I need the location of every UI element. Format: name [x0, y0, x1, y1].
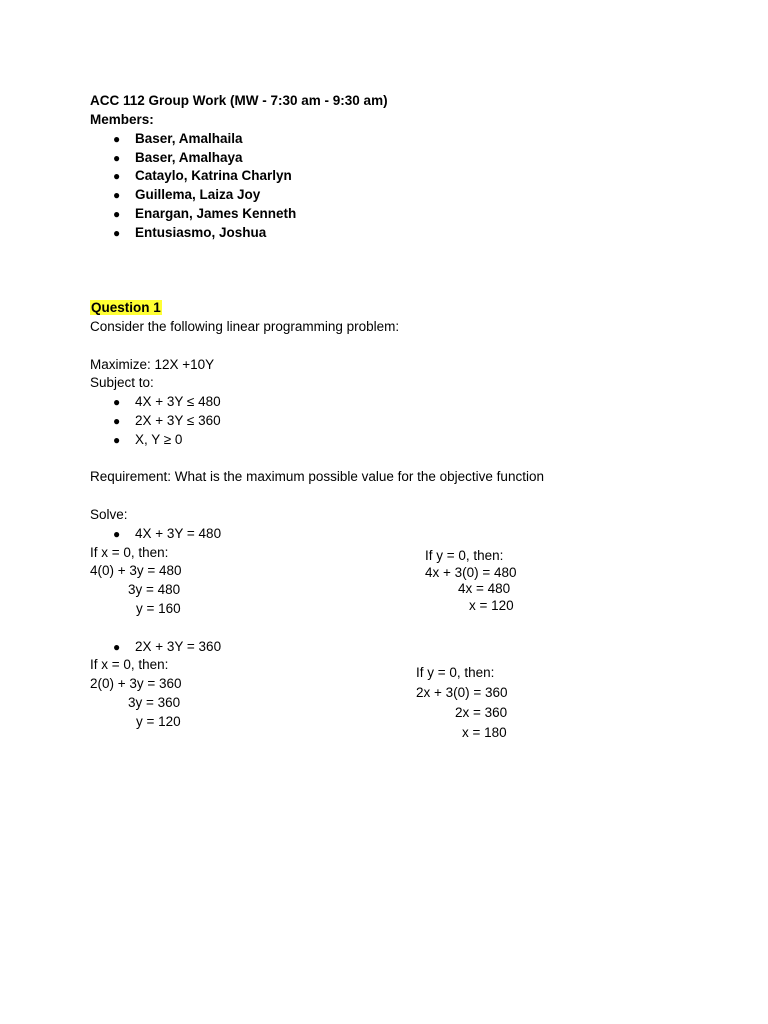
- question-intro: Consider the following linear programming problem:: [90, 319, 400, 334]
- members-label: Members:: [90, 112, 154, 127]
- question-label: [90, 299, 162, 317]
- member-name: Baser, Amalhaila: [135, 131, 243, 146]
- requirement-text: Requirement: What is the maximum possible value for the objective function: [90, 469, 544, 484]
- bullet-icon: ●: [113, 527, 121, 541]
- bullet-icon: ●: [113, 169, 121, 183]
- constraint-text: 2X + 3Y ≤ 360: [135, 413, 221, 428]
- bullet-icon: ●: [113, 226, 121, 240]
- solution-step: x = 180: [462, 725, 507, 740]
- bullet-icon: ●: [113, 188, 121, 202]
- solution-step: 4x + 3(0) = 480: [425, 565, 517, 580]
- solution-step: y = 160: [136, 601, 181, 616]
- bullet-icon: ●: [113, 433, 121, 447]
- solution-step: If x = 0, then:: [90, 657, 169, 672]
- equation-text: 4X + 3Y = 480: [135, 526, 222, 541]
- member-name: Entusiasmo, Joshua: [135, 225, 267, 240]
- constraint-text: X, Y ≥ 0: [135, 432, 183, 447]
- member-name: Enargan, James Kenneth: [135, 206, 297, 221]
- bullet-icon: ●: [113, 132, 121, 146]
- solution-step: 3y = 480: [128, 582, 181, 597]
- bullet-icon: ●: [113, 640, 121, 654]
- bullet-icon: ●: [113, 151, 121, 165]
- solution-step: 2x = 360: [455, 705, 508, 720]
- solution-step: 4(0) + 3y = 480: [90, 563, 182, 578]
- solution-step: 2x + 3(0) = 360: [416, 685, 508, 700]
- subject-to-label: Subject to:: [90, 375, 154, 390]
- solution-step: 3y = 360: [128, 695, 181, 710]
- bullet-icon: ●: [113, 414, 121, 428]
- objective-function: Maximize: 12X +10Y: [90, 357, 215, 372]
- constraint-text: 4X + 3Y ≤ 480: [135, 394, 221, 409]
- solution-step: If x = 0, then:: [90, 545, 169, 560]
- solution-step: 4x = 480: [458, 581, 511, 596]
- question-label-highlight: Question 1: [91, 300, 161, 315]
- member-name: Guillema, Laiza Joy: [135, 187, 261, 202]
- solve-label: Solve:: [90, 507, 128, 522]
- equation-text: 2X + 3Y = 360: [135, 639, 222, 654]
- document-title: ACC 112 Group Work (MW - 7:30 am - 9:30 am): [90, 93, 388, 108]
- solution-step: If y = 0, then:: [425, 548, 504, 563]
- solution-step: If y = 0, then:: [416, 665, 495, 680]
- solution-step: 2(0) + 3y = 360: [90, 676, 182, 691]
- bullet-icon: ●: [113, 207, 121, 221]
- member-name: Cataylo, Katrina Charlyn: [135, 168, 292, 183]
- solution-step: y = 120: [136, 714, 181, 729]
- solution-step: x = 120: [469, 598, 514, 613]
- member-name: Baser, Amalhaya: [135, 150, 243, 165]
- bullet-icon: ●: [113, 395, 121, 409]
